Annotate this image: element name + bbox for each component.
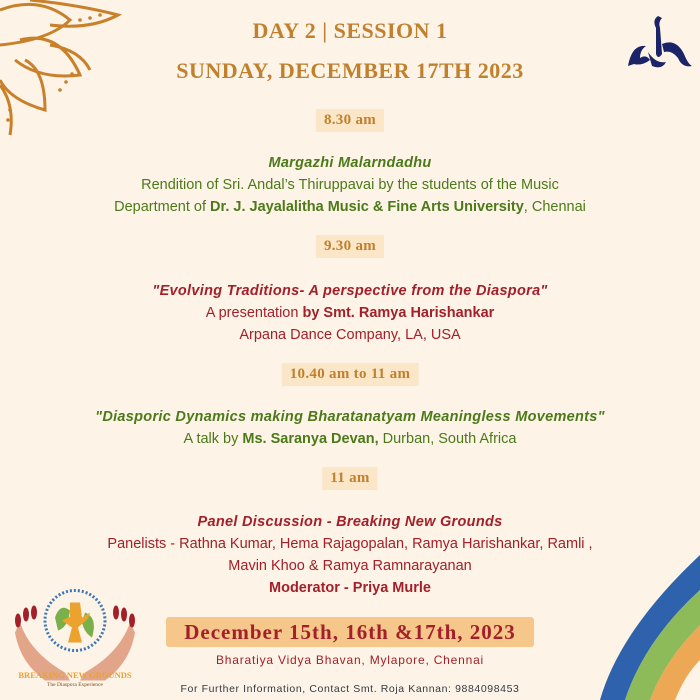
session-date: SUNDAY, DECEMBER 17TH 2023	[176, 58, 524, 83]
venue: Bharatiya Vidya Bhavan, Mylapore, Chennai	[215, 653, 485, 667]
schedule-item-2	[0, 280, 700, 346]
item-affiliation: Arpana Dance Company, LA, USA	[239, 327, 461, 343]
festival-dates-banner: December 15th, 16th &17th, 2023	[166, 617, 534, 647]
item-description-2: Department of Dr. J. Jayalalitha Music & Fine Arts University, Chennai	[114, 199, 586, 215]
item-description: A presentation by Smt. Ramya Harishankar	[205, 305, 495, 321]
brush-stroke-decoration-icon	[540, 530, 700, 700]
panelists-line-2: Mavin Khoo & Ramya Ramnarayanan	[228, 558, 472, 574]
item-title: "Diasporic Dynamics making Bharatanatyam Meaningless Movements"	[95, 409, 605, 425]
item-description: A talk by Ms. Saranya Devan, Durban, South Africa	[183, 431, 517, 447]
time-chip-1: 8.30 am	[316, 109, 384, 132]
item-description: Rendition of Sri. Andal’s Thiruppavai by the students of the Music	[141, 177, 559, 193]
schedule-item-3	[0, 406, 700, 450]
moderator: Moderator - Priya Murle	[269, 580, 431, 596]
bng-logo-title: BREAKING NEW GROUNDS	[18, 670, 132, 680]
item-title: Margazhi Malarndadhu	[268, 155, 432, 171]
session-heading: DAY 2 | SESSION 1	[252, 18, 448, 43]
time-chip-2: 9.30 am	[316, 235, 384, 258]
time-chip-4: 11 am	[322, 467, 377, 490]
bng-logo-subtitle: The Diaspora Experience	[47, 682, 103, 688]
panelists-line-1: Panelists - Rathna Kumar, Hema Rajagopalan, Ramya Harishankar, Ramli ,	[107, 536, 593, 552]
contact-info: For Further Information, Contact Smt. Roja Kannan: 9884098453	[180, 683, 520, 695]
item-title: "Evolving Traditions- A perspective from the Diaspora"	[152, 283, 548, 299]
item-title: Panel Discussion - Breaking New Grounds	[197, 514, 503, 530]
time-chip-3: 10.40 am to 11 am	[282, 363, 419, 386]
schedule-item-1	[0, 152, 700, 218]
